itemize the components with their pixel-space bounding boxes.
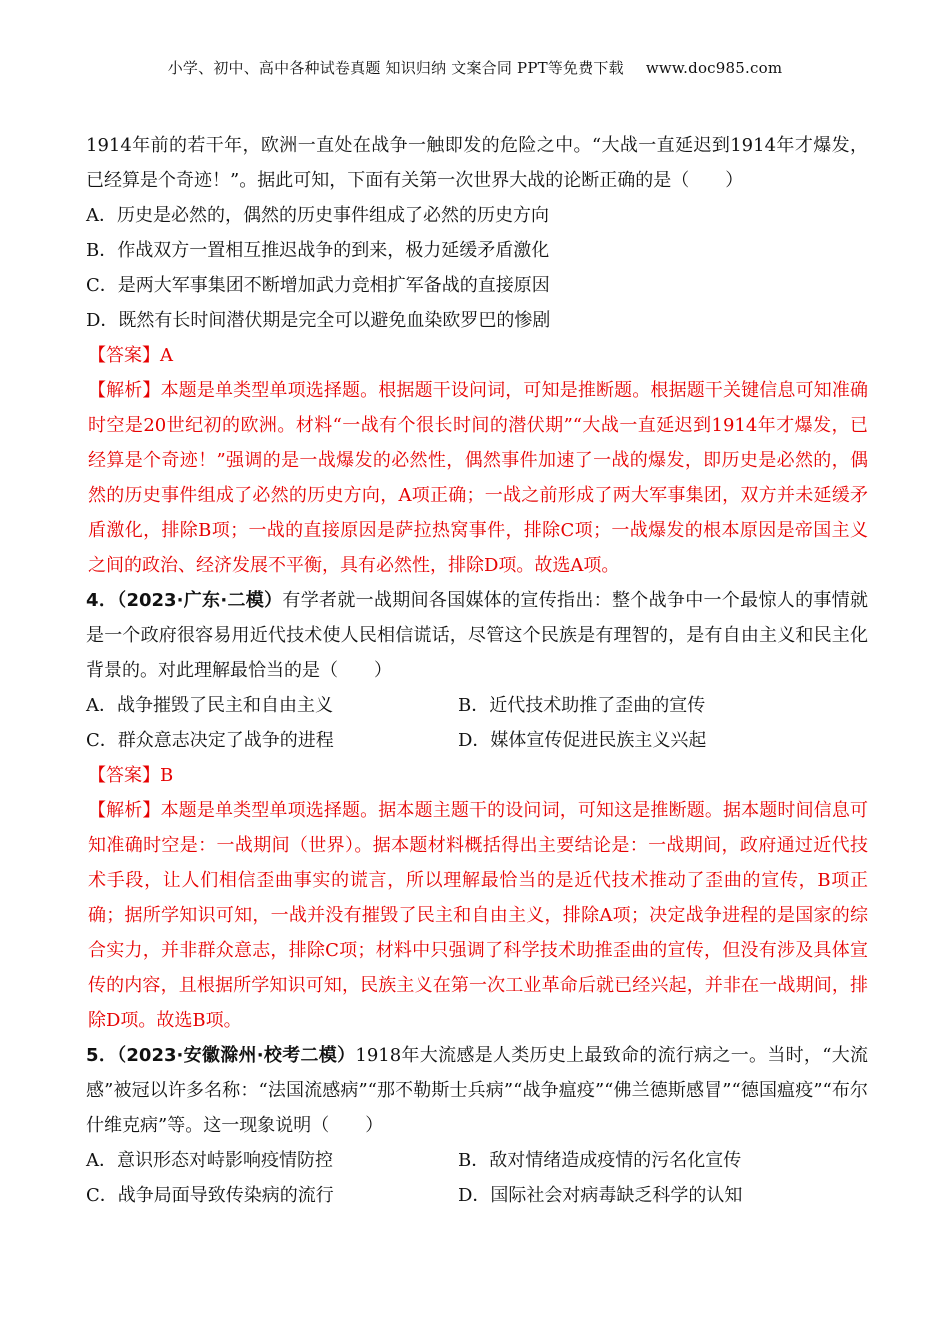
document-body bbox=[86, 128, 868, 1213]
q4-option-a: A．战争摧毁了民主和自由主义 bbox=[86, 695, 333, 716]
header-url[interactable]: www.doc985.com bbox=[645, 59, 783, 77]
q4-option-c: C．群众意志决定了战争的进程 bbox=[86, 730, 334, 751]
q5-source: （2023·安徽滁州·校考二模） bbox=[117, 1045, 356, 1066]
q5-option-a: A．意识形态对峙影响疫情防控 bbox=[86, 1150, 333, 1171]
q3-option-b: B．作战双方一置相互推迟战争的到来，极力延缓矛盾激化 bbox=[86, 240, 550, 261]
q3-analysis: 【解析】本题是单类型单项选择题。根据题干设问词，可知是推断题。根据题干关键信息可知准确时空是20世纪初的欧洲。材料“一战有个很长时间的潜伏期”“大战一直延迟到1914年才爆发，已经算是个奇迹！”强调的是一战爆发的必然性，偶然事件加速了一战的爆发，即历史是必然的，偶然的历史事件组成了必然的历史方向，A项正确；一战之前形成了两大军事集团，双方并未延缓矛盾激化，排除B项；一战的直接原因是萨拉热窝事件，排除C项；一战爆发的根本原因是帝国主义之间的政治、经济发展不平衡，具有必然性，排除D项。故选A项。 bbox=[88, 380, 868, 576]
q4-answer: 【答案】B bbox=[88, 765, 174, 786]
q4-option-b: B．近代技术助推了歪曲的宣传 bbox=[458, 695, 706, 716]
q4-question bbox=[86, 583, 868, 688]
q3-stem: 1914年前的若干年，欧洲一直处在战争一触即发的危险之中。“大战一直延迟到1914年才爆发，已经算是个奇迹！”。据此可知，下面有关第一次世界大战的论断正确的是（ ） bbox=[86, 135, 868, 191]
q3-option-c: C．是两大军事集团不断增加武力竞相扩军备战的直接原因 bbox=[86, 275, 550, 296]
q3-answer: 【答案】A bbox=[88, 345, 173, 366]
q4-options-row-2 bbox=[86, 723, 868, 758]
q3-option-a: A．历史是必然的，偶然的历史事件组成了必然的历史方向 bbox=[86, 205, 549, 226]
page-header bbox=[0, 57, 950, 78]
q4-source: （2023·广东·二模） bbox=[117, 590, 283, 611]
q4-option-d: D．媒体宣传促进民族主义兴起 bbox=[458, 730, 707, 751]
q5-stem: 1918年大流感是人类历史上最致命的流行病之一。当时，“大流感”被冠以许多名称：“法国流感病”“那不勒斯士兵病”“战争瘟疫”“佛兰德斯感冒”“德国瘟疫”“布尔什维克病”等。这一现象说明（ ） bbox=[86, 1045, 868, 1136]
q5-option-c: C．战争局面导致传染病的流行 bbox=[86, 1185, 334, 1206]
q5-option-b: B．敌对情绪造成疫情的污名化宣传 bbox=[458, 1150, 742, 1171]
q4-analysis: 【解析】本题是单类型单项选择题。据本题主题干的设问词，可知这是推断题。据本题时间信息可知准确时空是：一战期间（世界）。据本题材料概括得出主要结论是：一战期间，政府通过近代技术手段，让人们相信歪曲事实的谎言，所以理解最恰当的是近代技术推动了歪曲的宣传，B项正确；据所学知识可知，一战并没有摧毁了民主和自由主义，排除A项；决定战争进程的是国家的综合实力，并非群众意志，排除C项；材料中只强调了科学技术助推歪曲的宣传，但没有涉及具体宣传的内容，且根据所学知识可知，民族主义在第一次工业革命后就已经兴起，并非在一战期间，排除D项。故选B项。 bbox=[88, 800, 868, 1031]
q3-option-d: D．既然有长时间潜伏期是完全可以避免血染欧罗巴的惨剧 bbox=[86, 310, 551, 331]
q5-options-row-2 bbox=[86, 1178, 868, 1213]
q4-options-row-1 bbox=[86, 688, 868, 723]
q5-options-row-1 bbox=[86, 1143, 868, 1178]
q4-number: 4． bbox=[86, 590, 118, 611]
q5-option-d: D．国际社会对病毒缺乏科学的认知 bbox=[458, 1185, 743, 1206]
q4-stem: 有学者就一战期间各国媒体的宣传指出：整个战争中一个最惊人的事情就是一个政府很容易用近代技术使人民相信谎话，尽管这个民族是有理智的，是有自由主义和民主化背景的。对此理解最恰当的是（ ） bbox=[86, 590, 868, 681]
q5-question bbox=[86, 1038, 868, 1143]
q5-number: 5． bbox=[86, 1045, 118, 1066]
header-text: 小学、初中、高中各种试卷真题 知识归纳 文案合同 PPT等免费下载 bbox=[167, 59, 624, 77]
